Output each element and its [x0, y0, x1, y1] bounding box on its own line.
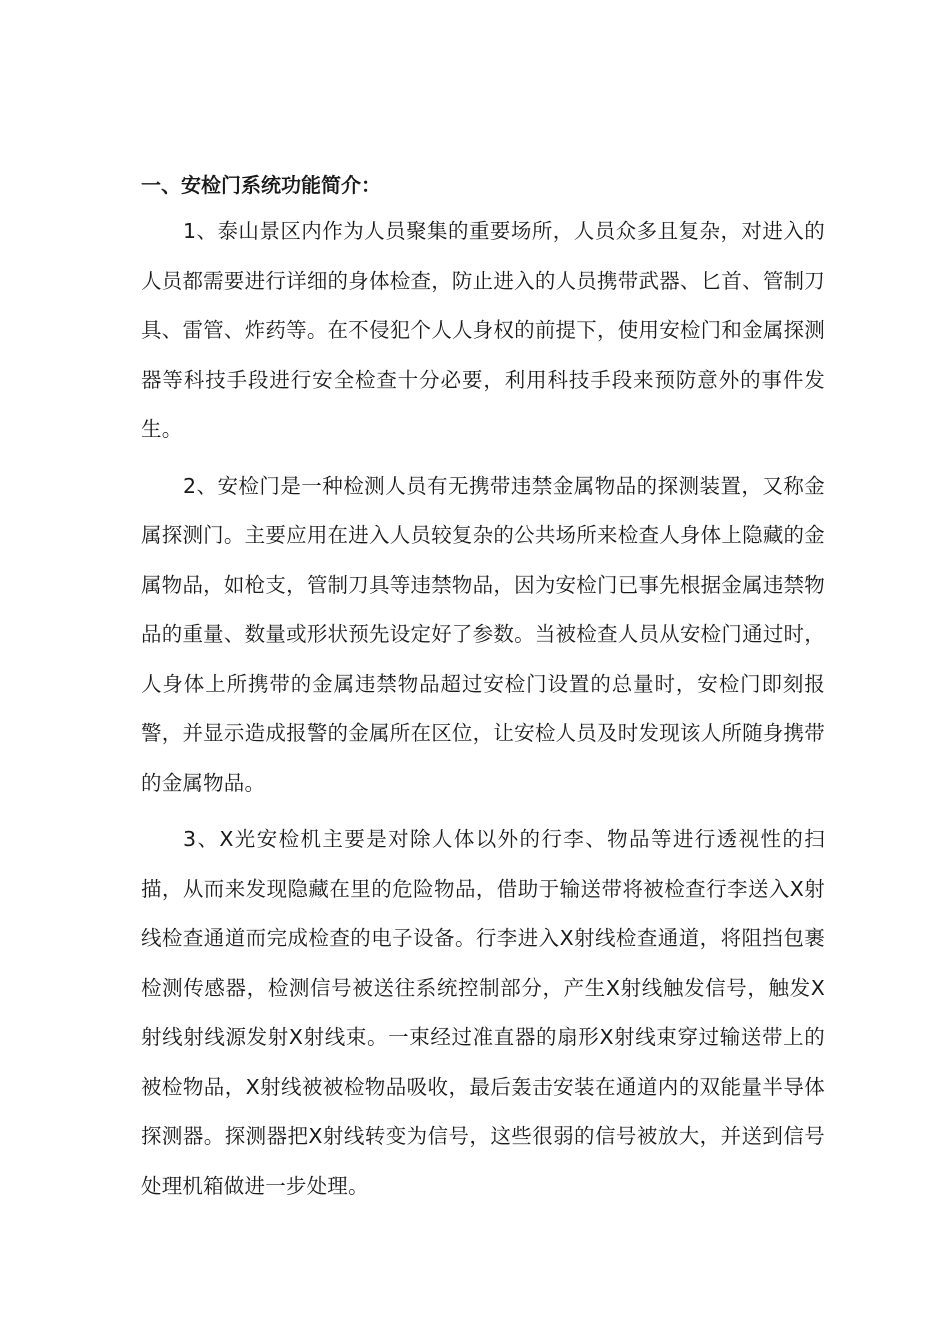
- paragraph-2: 2、安检门是一种检测人员有无携带违禁金属物品的探测装置，又称金属探测门。主要应用在进入人员较复杂的公共场所来检查人身体上隐藏的金属物品，如枪支，管制刀具等违禁物品，因为安检门已事先根据金属违禁物品的重量、数量或形状预先设定好了参数。当被检查人员从安检门通过时，人身体上所携带的金属违禁物品超过安检门设置的总量时，安检门即刻报警，并显示造成报警的金属所在区位，让安检人员及时发现该人所随身携带的金属物品。: [141, 473, 825, 795]
- document-body: [141, 168, 825, 1218]
- section-heading: 一、安检门系统功能简介：: [141, 173, 381, 197]
- paragraph-1: 1、泰山景区内作为人员聚集的重要场所，人员众多且复杂，对进入的人员都需要进行详细的身体检查，防止进入的人员携带武器、匕首、管制刀具、雷管、炸药等。在不侵犯个人人身权的前提下，使用安检门和金属探测器等科技手段进行安全检查十分必要，利用科技手段来预防意外的事件发生。: [141, 219, 825, 441]
- paragraph-3: 3、X光安检机主要是对除人体以外的行李、物品等进行透视性的扫描，从而来发现隐藏在里的危险物品，借助于输送带将被检查行李送入X射线检查通道而完成检查的电子设备。行李进入X射线检查通道，将阻挡包裹检测传感器，检测信号被送往系统控制部分，产生X射线触发信号，触发X射线射线源发射X射线束。一束经过准直器的扇形X射线束穿过输送带上的被检物品，X射线被被检物品吸收，最后轰击安装在通道内的双能量半导体探测器。探测器把X射线转变为信号，这些很弱的信号被放大，并送到信号处理机箱做进一步处理。: [141, 827, 825, 1198]
